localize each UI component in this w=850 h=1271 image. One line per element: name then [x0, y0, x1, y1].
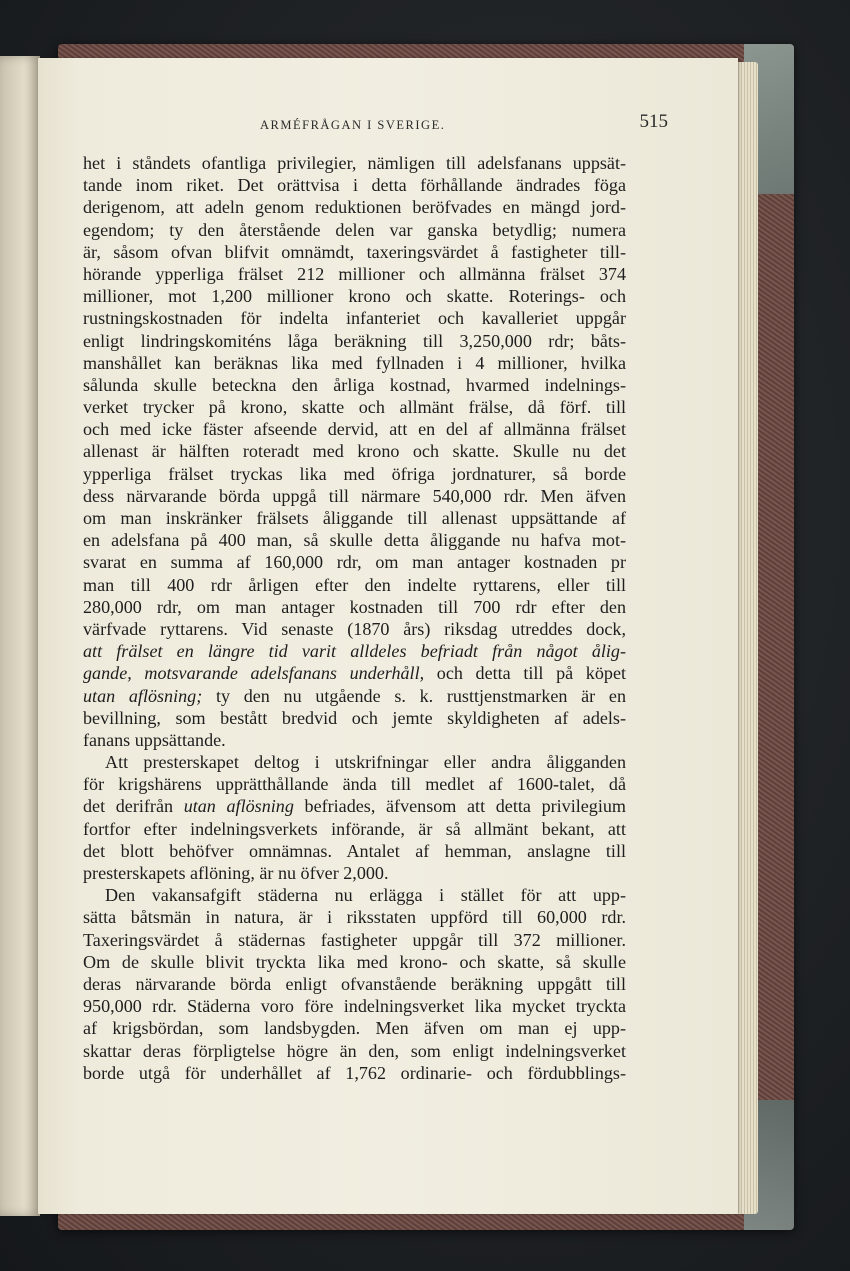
text-line: värfvade ryttarens. Vid senaste (1870 års) riksdag utreddes dock, — [83, 618, 626, 639]
text-line: en adelsfana på 400 man, så skulle detta åliggande nu hafva mot- — [83, 530, 626, 551]
text-line-italic: att frälset en längre tid varit alldeles befriadt från något ålig- — [83, 641, 626, 662]
text-line: presterskapets aflöning, är nu öfver 2,000. — [83, 863, 389, 883]
text-line: hörande ypperliga frälset 212 millioner och allmänna frälset 374 — [83, 263, 626, 284]
book-page — [38, 58, 738, 1214]
text-line: borde utgå för underhållet af 1,762 ordinarie- och fördubblings- — [83, 1062, 626, 1083]
text-line: Taxeringsvärdet å städernas fastigheter uppgår till 372 millioner. — [83, 929, 626, 950]
text-line: manshållet kan beräknas lika med fyllnaden i 4 millioner, hvilka — [83, 352, 626, 373]
text-line: är, såsom ofvan blifvit omnämdt, taxeringsvärdet å fastigheter till- — [83, 241, 626, 262]
text-line: Om de skulle blivit tryckta lika med krono- och skatte, så skulle — [83, 951, 626, 972]
facing-page-edge — [0, 56, 40, 1216]
page-number: 515 — [639, 111, 668, 132]
text-line: derigenom, att adeln genom reduktionen beröfvades en mängd jord- — [83, 197, 626, 218]
text-line-italic: gande, motsvarande adelsfanans underhåll, och detta till på köpet — [83, 663, 626, 684]
text-line: och med icke fäster afseende dervid, att en del af allmänna frälset — [83, 419, 626, 440]
running-header — [260, 111, 668, 142]
text-line: svarat en summa af 160,000 rdr, om man antager kostnaden pr — [83, 552, 626, 573]
text-line: Den vakansafgift städerna nu erlägga i stället för att upp- — [105, 885, 626, 906]
text-line: millioner, mot 1,200 millioner krono och skatte. Roterings- och — [83, 286, 626, 307]
text-line: fanans uppsättande. — [83, 729, 226, 750]
text-line: enligt lindringskomiténs låga beräkning till 3,250,000 rdr; båts- — [83, 330, 626, 351]
text-line: man till 400 rdr årligen efter den indelte ryttarens, eller till — [83, 574, 626, 595]
text-line: 280,000 rdr, om man antager kostnaden till 700 rdr efter den — [83, 596, 626, 617]
text-line: fortfor efter indelningsverkets införande, är så allmänt bekant, att — [83, 818, 626, 839]
text-line: het i ståndets ofantliga privilegier, nämligen till adelsfanans uppsät- — [83, 153, 626, 173]
text-line: för krigshärens upprätthållande ända till medlet af 1600-talet, då — [83, 774, 626, 795]
text-line: Att presterskapet deltog i utskrifningar eller andra åligganden — [105, 752, 626, 773]
text-line: verket trycker på krono, skatte och allmänt frälse, då förf. till — [83, 397, 626, 418]
running-title: ARMÉFRÅGAN I SVERIGE. — [260, 118, 446, 132]
text-line: det blott behöfver omnämnas. Antalet af hemman, anslagne till — [83, 840, 626, 861]
body-text — [83, 152, 626, 1084]
text-line: 950,000 rdr. Städerna voro före indelningsverket lika mycket tryckta — [83, 996, 626, 1017]
text-line-italic: det derifrån utan aflösning befriades, äfvensom att detta privilegium — [83, 796, 626, 817]
text-line: dess närvarande börda uppgå till närmare 540,000 rdr. Men äfven — [83, 485, 626, 506]
text-line: bevillning, som bestått bredvid och jemte skyldigheten af adels- — [83, 707, 626, 728]
text-line: skattar deras förpligtelse högre än den, som enligt indelningsverket — [83, 1040, 626, 1061]
text-line: sålunda skulle beteckna den årliga kostnad, hvarmed indelnings- — [83, 374, 626, 395]
text-line: om man inskränker frälsets åliggande till allenast uppsättande af — [83, 508, 626, 528]
text-line: deras närvarande börda enligt ofvanstående beräkning uppgått till — [83, 973, 626, 994]
text-line: tande inom riket. Det orättvisa i detta förhållande ändrades föga — [83, 175, 626, 196]
text-line: allenast är hälften roteradt med krono och skatte. Skulle nu det — [83, 441, 626, 462]
text-line: ypperliga frälset tryckas lika med öfriga jordnaturer, så borde — [83, 463, 626, 484]
text-line: egendom; ty den återstående delen var ganska betydlig; numera — [83, 219, 626, 240]
text-line: sätta båtsmän in natura, är i riksstaten uppförd till 60,000 rdr. — [83, 907, 626, 928]
text-line: af krigsbördan, som landsbygden. Men äfven om man ej upp- — [83, 1018, 626, 1039]
text-line: rustningskostnaden för indelta infanteriet och kavalleriet uppgår — [83, 308, 626, 329]
text-line-italic: utan aflösning; ty den nu utgående s. k. rusttjenstmarken är en — [83, 685, 626, 706]
